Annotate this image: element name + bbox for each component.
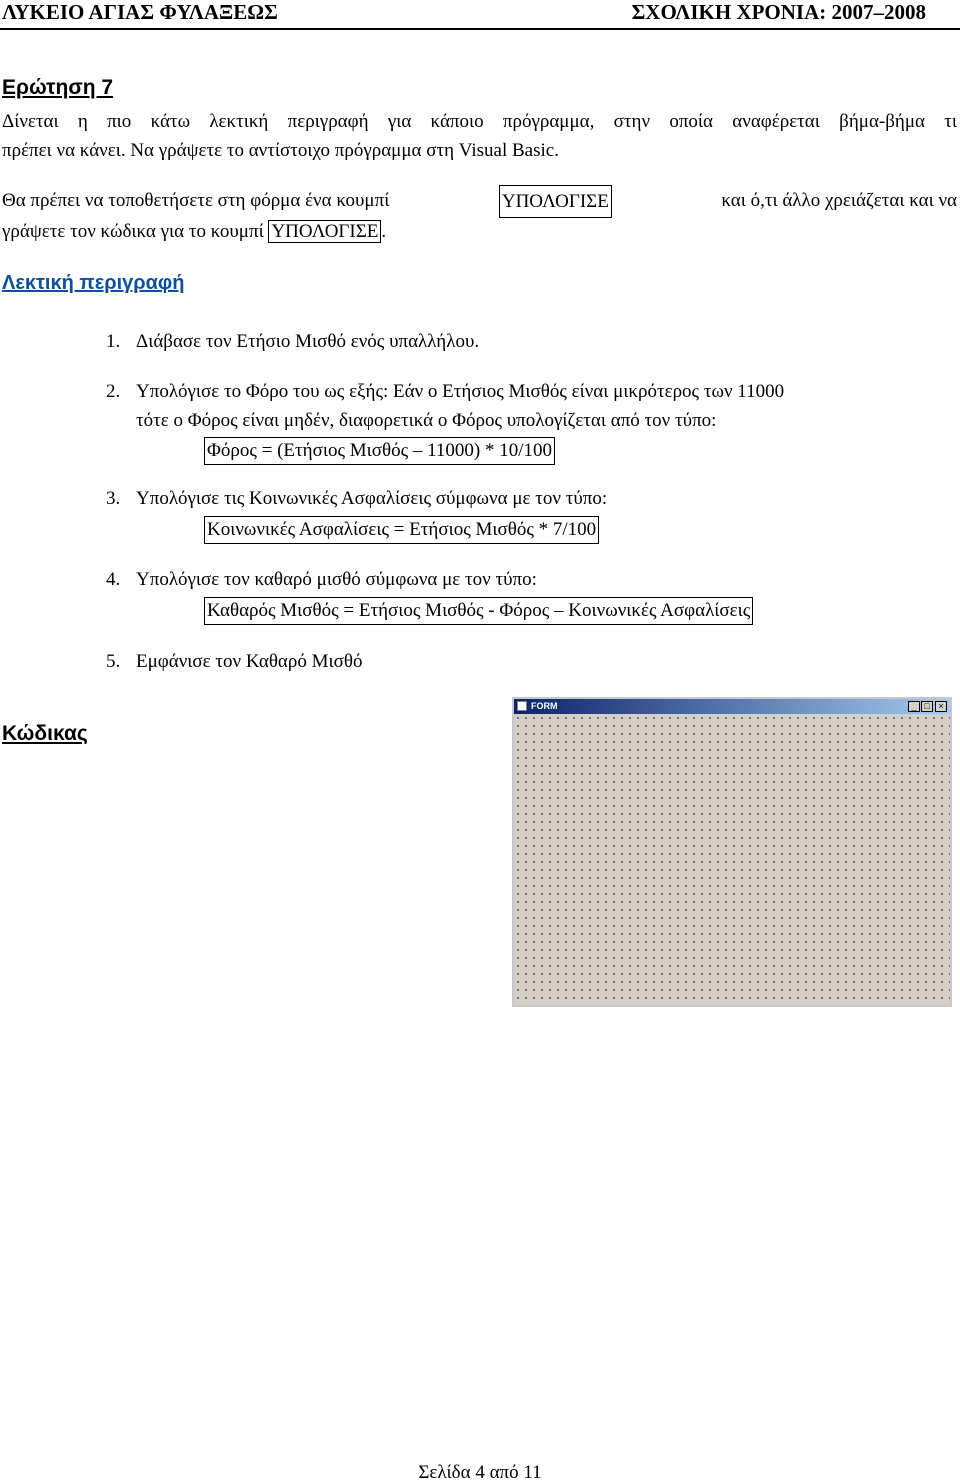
- school-year: ΣΧΟΛΙΚΗ ΧΡΟΝΙΑ: 2007–2008: [631, 0, 926, 24]
- page-header: [0, 0, 960, 30]
- step-4: [106, 565, 946, 625]
- page-footer: Σελίδα 4 από 11: [418, 1462, 542, 1483]
- close-button[interactable]: ×: [935, 701, 947, 712]
- step-2: [106, 377, 946, 465]
- instruction-text-b: και ό,τι άλλο χρειάζεται και να: [721, 190, 957, 211]
- form-icon: [517, 701, 527, 711]
- step-5: [106, 647, 946, 676]
- vb-form-window: [512, 697, 952, 1007]
- step-text: τότε ο Φόρος είναι μηδέν, διαφορετικά ο Φόρος υπολογίζεται από τον τύπο:: [136, 410, 717, 431]
- question-title: Ερώτηση 7: [2, 76, 114, 99]
- step-number: 4.: [106, 569, 121, 590]
- vb-form-design-grid[interactable]: [514, 714, 950, 1005]
- button-name-box-2: ΥΠΟΛΟΓΙΣΕ: [268, 220, 381, 243]
- step-1: [106, 327, 946, 356]
- step-text: Υπολόγισε τις Κοινωνικές Ασφαλίσεις σύμφωνα με τον τύπο:: [136, 488, 608, 509]
- step-text: Εμφάνισε τον Καθαρό Μισθό: [136, 651, 363, 672]
- formula-box: Κοινωνικές Ασφαλίσεις = Ετήσιος Μισθός * 7/100: [204, 516, 599, 544]
- minimize-button[interactable]: _: [908, 701, 920, 712]
- code-title: Κώδικας: [2, 722, 88, 745]
- vb-form-title: FORM: [531, 701, 558, 711]
- maximize-button[interactable]: □: [921, 701, 933, 712]
- step-number: 2.: [106, 381, 121, 402]
- school-name: ΛΥΚΕΙΟ ΑΓΙΑΣ ΦΥΛΑΞΕΩΣ: [2, 0, 278, 24]
- instruction-line-2: [2, 216, 386, 247]
- step-text: Διάβασε τον Ετήσιο Μισθό ενός υπαλλήλου.: [136, 331, 480, 352]
- formula-box: Καθαρός Μισθός = Ετήσιος Μισθός - Φόρος – Κοινωνικές Ασφαλίσεις: [204, 597, 753, 625]
- description-title: Λεκτική περιγραφή: [2, 272, 185, 294]
- intro-line-1: Δίνεται η πιο κάτω λεκτική περιγραφή για κάποιο πρόγραμμα, στην οποία αναφέρεται βήμα-βήμα τι: [2, 111, 957, 132]
- formula-box: Φόρος = (Ετήσιος Μισθός – 11000) * 10/100: [204, 437, 555, 465]
- step-text: Υπολόγισε τον καθαρό μισθό σύμφωνα με τον τύπο:: [136, 569, 537, 590]
- step-3: [106, 484, 946, 544]
- intro-line-2: πρέπει να κάνει. Να γράψετε το αντίστοιχο πρόγραμμα στη Visual Basic.: [2, 140, 559, 161]
- vb-form-titlebar: [514, 699, 950, 714]
- step-number: 3.: [106, 488, 121, 509]
- instruction-end: .: [381, 221, 387, 242]
- instruction-line-1: [2, 185, 957, 218]
- instruction-text-a: Θα πρέπει να τοποθετήσετε στη φόρμα ένα κουμπί: [2, 190, 390, 211]
- step-number: 5.: [106, 651, 121, 672]
- instruction-text-c: γράψετε τον κώδικα για το κουμπί: [2, 221, 264, 242]
- step-text: Υπολόγισε το Φόρο του ως εξής: Εάν ο Ετήσιος Μισθός είναι μικρότερος των 11000: [136, 381, 785, 402]
- step-number: 1.: [106, 331, 121, 352]
- button-name-box: ΥΠΟΛΟΓΙΣΕ: [499, 185, 612, 218]
